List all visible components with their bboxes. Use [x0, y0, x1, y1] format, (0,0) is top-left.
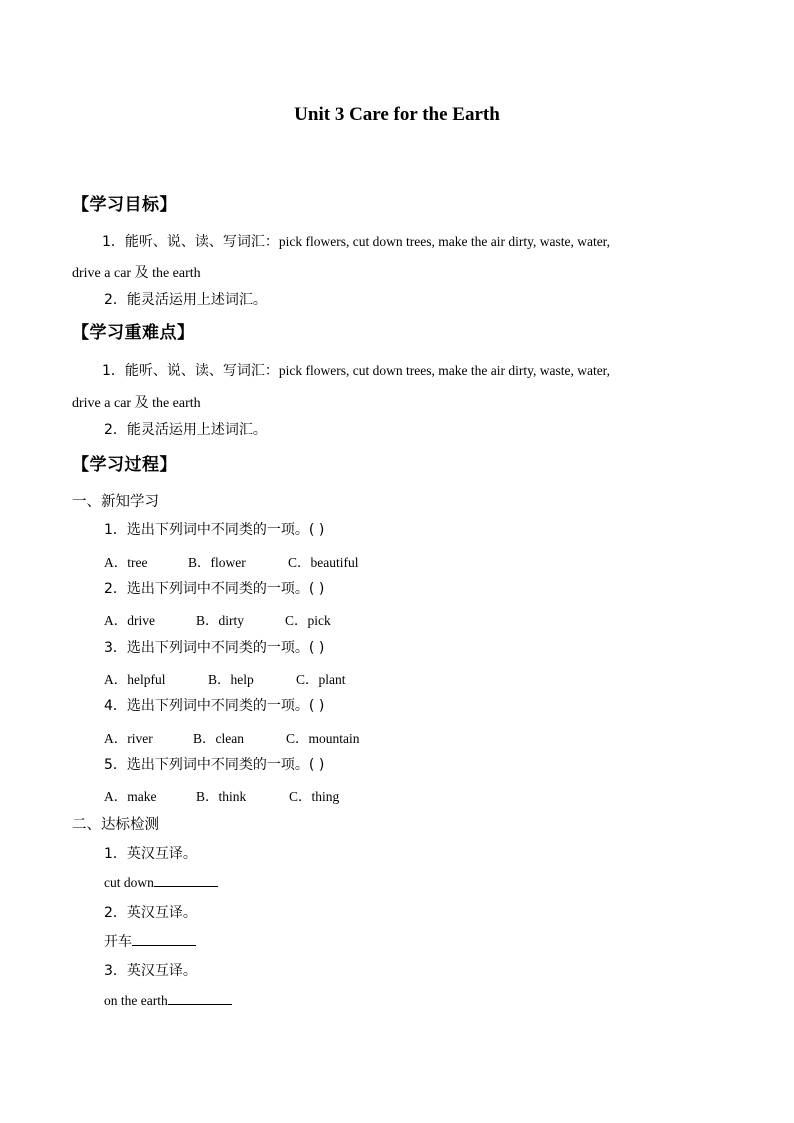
- question-2-option-b: B．dirty: [196, 613, 245, 628]
- question-5-option-c: C．thing: [289, 789, 340, 804]
- question-5-option-a: A．make: [104, 789, 157, 804]
- question-1-stem: 1．选出下列词中不同类的一项。( ): [104, 522, 325, 538]
- process-heading: 【学习过程】: [72, 455, 177, 475]
- key-points-item-1-prefix: 1．能听、说、读、写词汇：: [102, 363, 279, 379]
- question-4-options: [104, 727, 360, 747]
- translation-2-answer-blank[interactable]: [132, 933, 196, 946]
- question-3-option-b: B．help: [208, 672, 254, 687]
- key-points-item-1: [72, 356, 722, 386]
- objectives-heading: 【学习目标】: [72, 195, 177, 215]
- question-5-options: [104, 785, 339, 805]
- translation-1-stem: 1．英汉互译。: [104, 846, 197, 862]
- translation-1-answer-blank[interactable]: [154, 874, 218, 887]
- question-1-option-b: B．flower: [188, 555, 246, 570]
- translation-3-answer-blank[interactable]: [168, 992, 232, 1005]
- objectives-item-1-continued: drive a car 及 the earth: [72, 266, 201, 281]
- objectives-item-2: 2．能灵活运用上述词汇。: [104, 292, 267, 308]
- question-3-stem: 3．选出下列词中不同类的一项。( ): [104, 640, 325, 656]
- translation-3-line: [104, 992, 232, 1009]
- key-points-item-1-words: pick flowers, cut down trees, make the air dirty, waste, water,: [278, 363, 611, 378]
- translation-1-line: [104, 874, 218, 891]
- question-4-option-a: A．river: [104, 731, 153, 746]
- translation-1-prompt: cut down: [104, 875, 154, 890]
- translation-2-prompt: 开车: [104, 934, 132, 950]
- question-4-stem: 4．选出下列词中不同类的一项。( ): [104, 698, 325, 714]
- question-1-options: [104, 551, 359, 571]
- question-2-options: [104, 609, 331, 629]
- question-3-option-a: A．helpful: [104, 672, 166, 687]
- key-points-heading: 【学习重难点】: [72, 323, 195, 343]
- part1-title: 一、新知学习: [72, 494, 159, 510]
- question-2-option-c: C．pick: [285, 613, 331, 628]
- question-1-option-c: C．beautiful: [288, 555, 359, 570]
- translation-3-prompt: on the earth: [104, 993, 168, 1008]
- page-title: Unit 3 Care for the Earth: [294, 104, 500, 125]
- objectives-item-1: [72, 227, 722, 257]
- question-2-stem: 2．选出下列词中不同类的一项。( ): [104, 581, 325, 597]
- question-5-stem: 5．选出下列词中不同类的一项。( ): [104, 757, 325, 773]
- key-points-item-2: 2．能灵活运用上述词汇。: [104, 422, 267, 438]
- part2-title: 二、达标检测: [72, 817, 159, 833]
- key-points-item-1-continued: drive a car 及 the earth: [72, 396, 201, 411]
- objectives-item-1-words: pick flowers, cut down trees, make the air dirty, waste, water,: [278, 234, 611, 249]
- question-5-option-b: B．think: [196, 789, 247, 804]
- objectives-item-1-prefix: 1．能听、说、读、写词汇：: [102, 234, 279, 250]
- question-3-option-c: C．plant: [296, 672, 346, 687]
- translation-3-stem: 3．英汉互译。: [104, 963, 197, 979]
- question-4-option-c: C．mountain: [286, 731, 360, 746]
- translation-2-line: [104, 931, 196, 951]
- translation-2-stem: 2．英汉互译。: [104, 905, 197, 921]
- question-2-option-a: A．drive: [104, 613, 155, 628]
- question-4-option-b: B．clean: [193, 731, 244, 746]
- question-1-option-a: A．tree: [104, 555, 148, 570]
- question-3-options: [104, 668, 346, 688]
